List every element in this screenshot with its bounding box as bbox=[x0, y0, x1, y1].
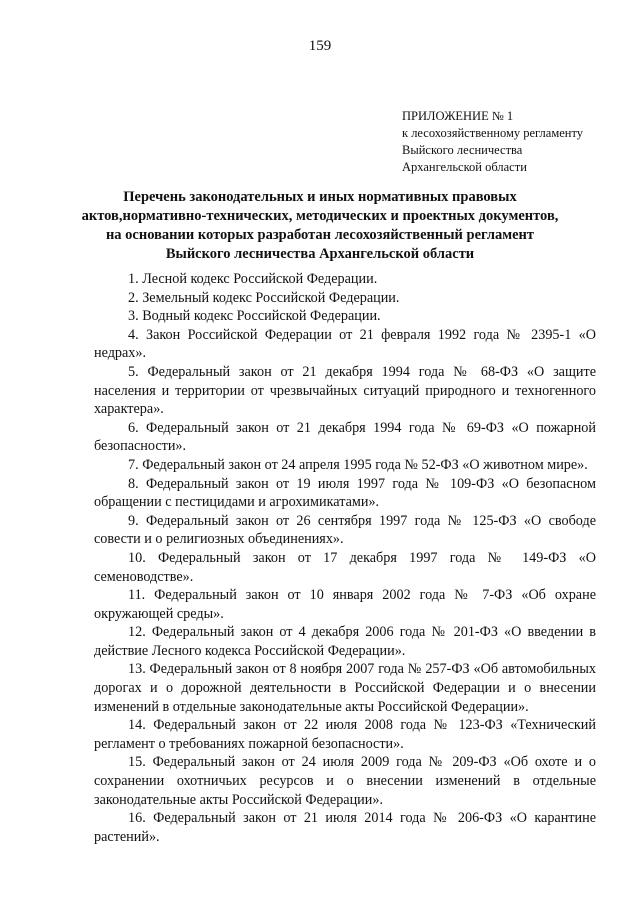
list-item: 9. Федеральный закон от 26 сентября 1997 года № 125-ФЗ «О свободе совести и о религиозных объединениях». bbox=[94, 512, 596, 548]
appendix-region: Архангельской области bbox=[402, 160, 527, 174]
page-number: 159 bbox=[308, 38, 332, 54]
list-item: 1. Лесной кодекс Российской Федерации. bbox=[128, 271, 378, 287]
list-item: 16. Федеральный закон от 21 июля 2014 года № 206-ФЗ «О карантине растений». bbox=[94, 810, 596, 845]
list-item: 7. Федеральный закон от 24 апреля 1995 года № 52-ФЗ «О животном мире». bbox=[128, 456, 588, 473]
title-line-3: на основании которых разработан лесохозяйственный регламент bbox=[105, 227, 535, 243]
list-item: 6. Федеральный закон от 21 декабря 1994 года № 69-ФЗ «О пожарной безопасности». bbox=[94, 419, 596, 455]
list-item: 14. Федеральный закон от 22 июля 2008 года № 123-ФЗ «Технический регламент о требованиях пожарной безопасности». bbox=[94, 717, 596, 752]
legal-acts-list bbox=[94, 270, 596, 846]
list-item: 10. Федеральный закон от 17 декабря 1997 года № 149-ФЗ «О семеноводстве». bbox=[94, 549, 596, 585]
title-line-4: Выйского лесничества Архангельской области bbox=[165, 246, 475, 262]
list-item: 5. Федеральный закон от 21 декабря 1994 года № 68-ФЗ «О защите населения и территории от чрезвычайных ситуаций природного и техногенного характера». bbox=[94, 363, 596, 418]
appendix-header bbox=[402, 108, 583, 176]
appendix-forestry: Выйского лесничества bbox=[402, 143, 523, 157]
list-item: 15. Федеральный закон от 24 июля 2009 года № 209-ФЗ «Об охоте и о сохранении охотничьих ресурсов и о внесении изменений в отдельные законодательные акты Российской Федерации». bbox=[94, 754, 596, 808]
list-item: 13. Федеральный закон от 8 ноября 2007 года № 257-ФЗ «Об автомобильных дорогах и о дорожной деятельности в Российской Федерации и о внесении изменений в отдельные законодательные акты Российской Федерации». bbox=[94, 661, 596, 715]
list-item: 4. Закон Российской Федерации от 21 февраля 1992 года № 2395-1 «О недрах». bbox=[94, 326, 596, 362]
list-item: 12. Федеральный закон от 4 декабря 2006 года № 201-ФЗ «О введении в действие Лесного кодекса Российской Федерации». bbox=[94, 624, 596, 659]
appendix-regulation: к лесохозяйственному регламенту bbox=[402, 126, 584, 140]
list-item: 11. Федеральный закон от 10 января 2002 года № 7-ФЗ «Об охране окружающей среды». bbox=[94, 587, 596, 622]
appendix-label: ПРИЛОЖЕНИЕ № 1 bbox=[402, 109, 514, 123]
document-title bbox=[60, 188, 580, 264]
title-line-2: актов,нормативно-технических, методических и проектных документов, bbox=[81, 208, 559, 224]
list-item: 8. Федеральный закон от 19 июля 1997 года № 109-ФЗ «О безопасном обращении с пестицидами и агрохимикатами». bbox=[94, 475, 596, 511]
list-item: 2. Земельный кодекс Российской Федерации. bbox=[128, 289, 400, 306]
title-line-1: Перечень законодательных и иных нормативных правовых bbox=[123, 189, 517, 205]
list-item: 3. Водный кодекс Российской Федерации. bbox=[128, 308, 381, 325]
